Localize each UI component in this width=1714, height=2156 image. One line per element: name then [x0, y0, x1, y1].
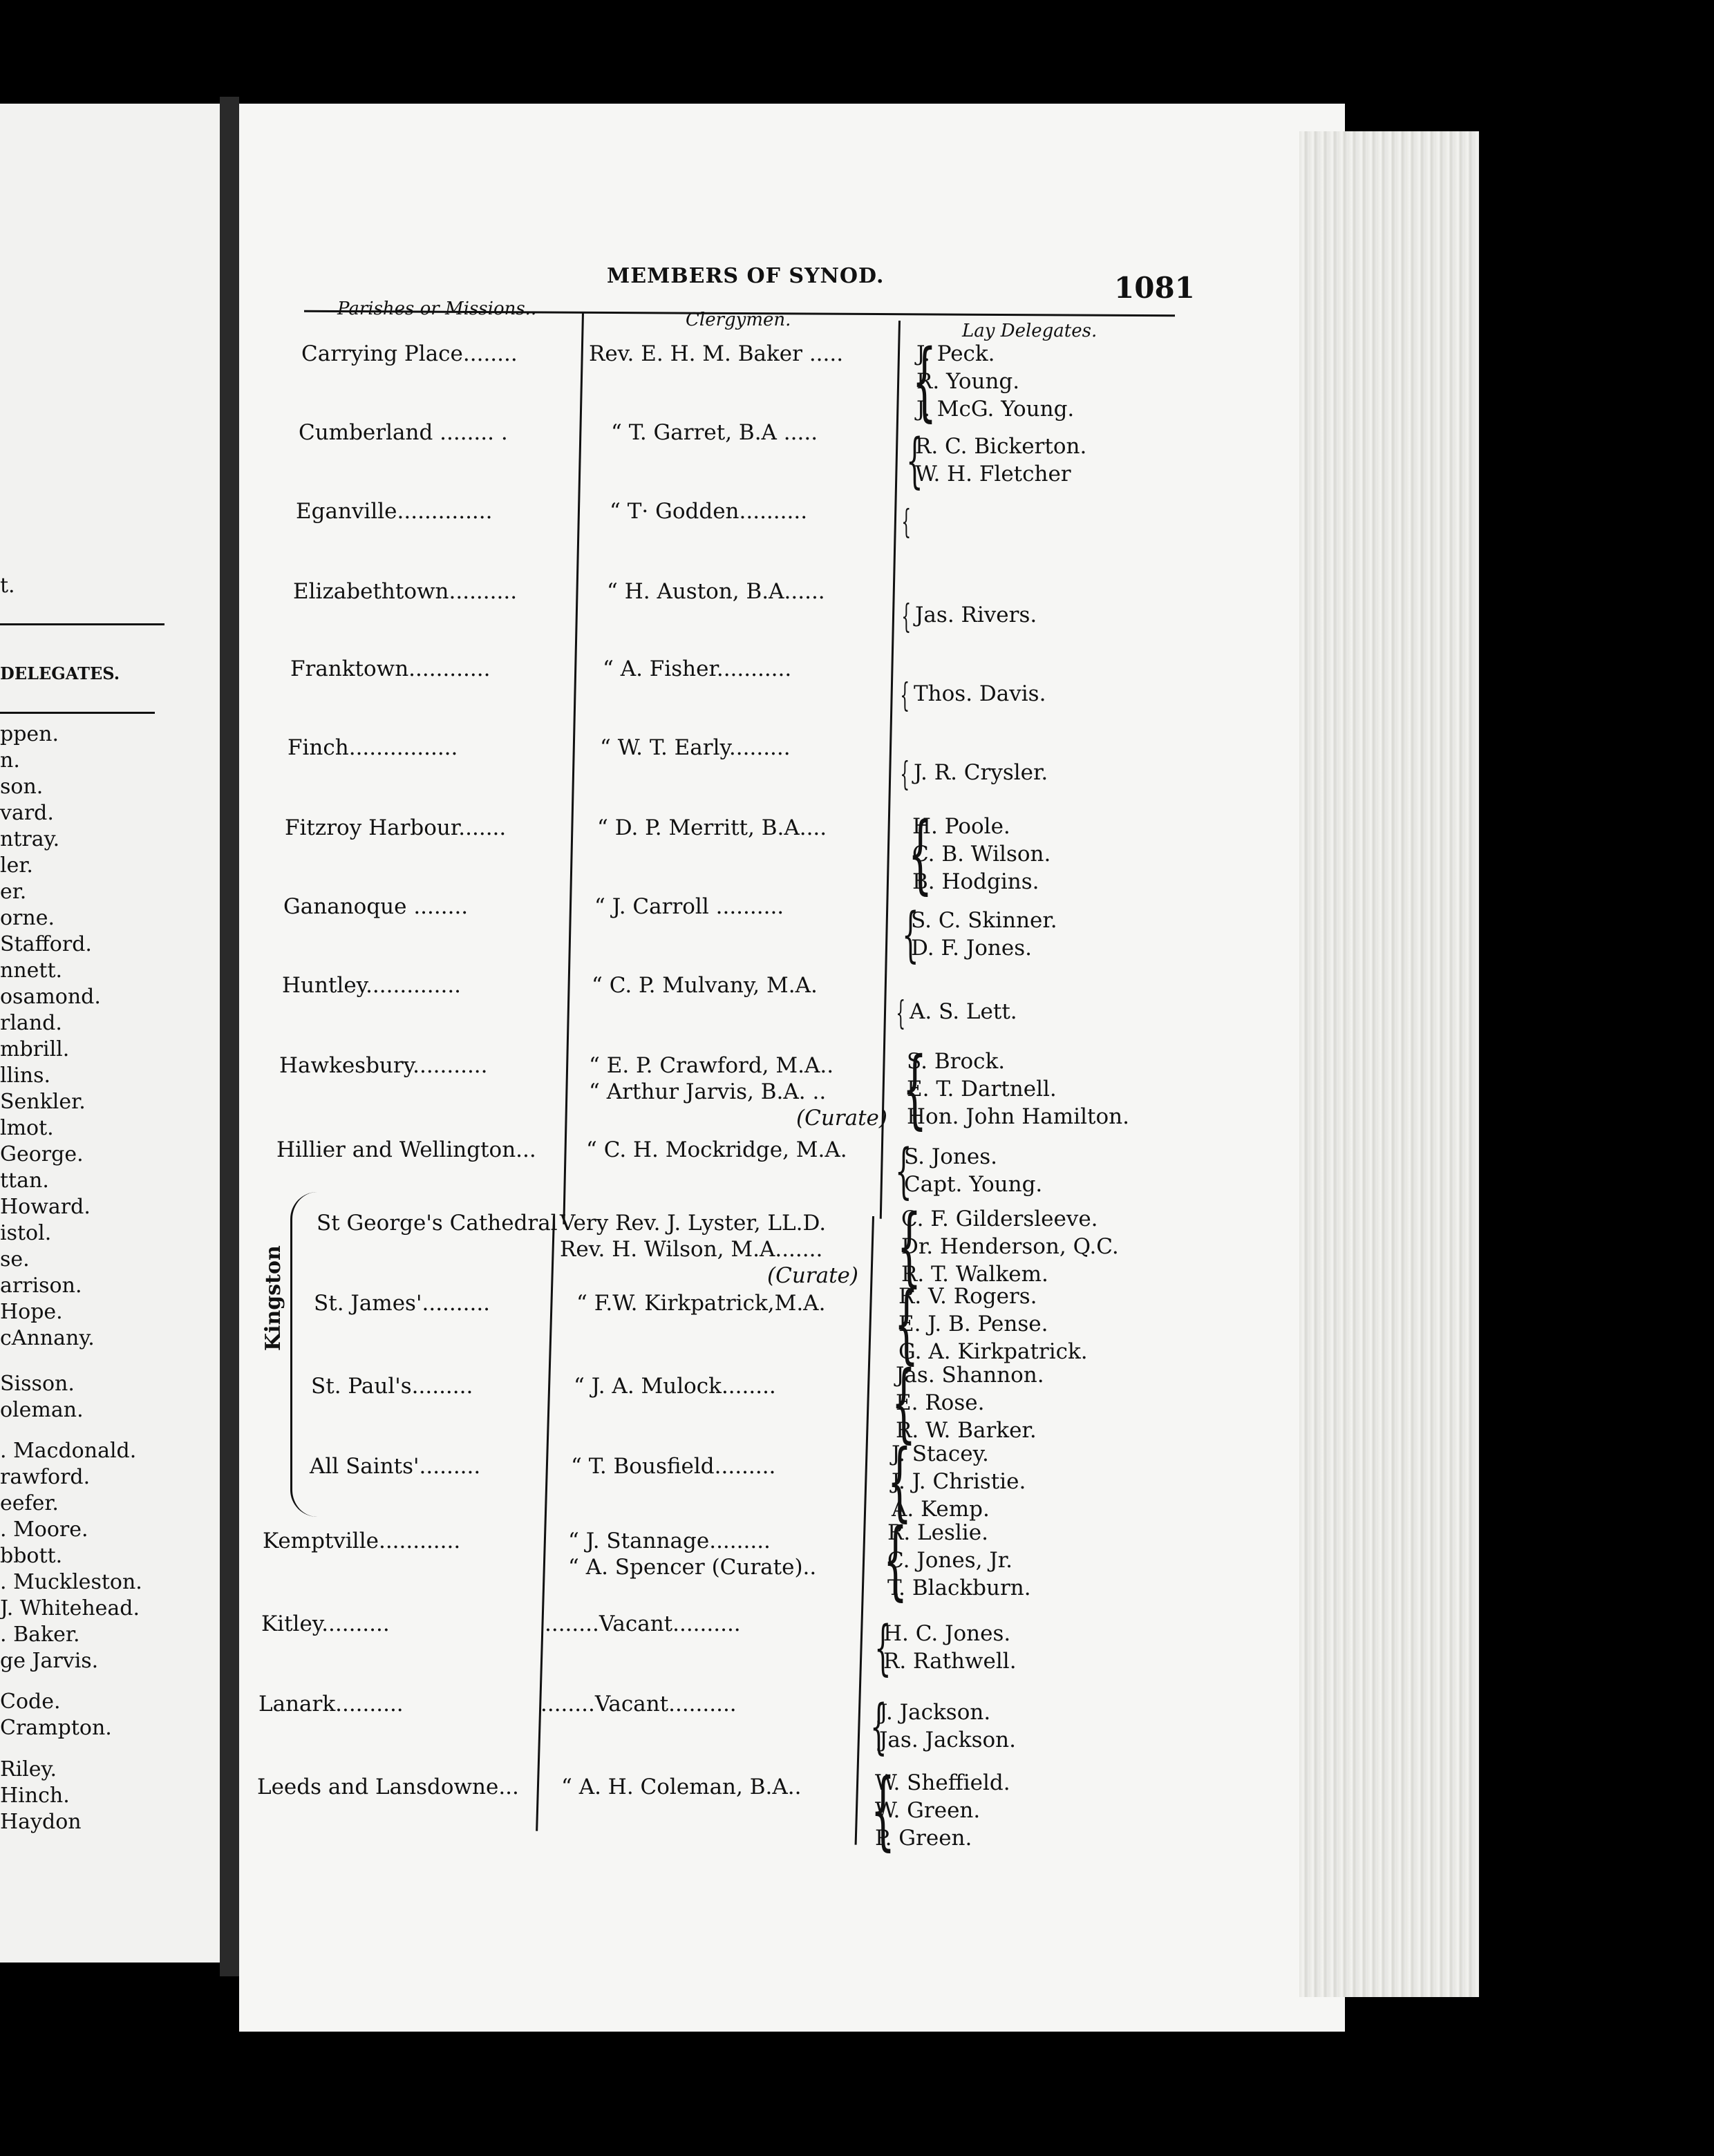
lay-delegate: A. S. Lett.	[910, 999, 1017, 1024]
clergyman: Rev. E. H. M. Baker .....	[589, 341, 844, 366]
parish-name: Huntley..............	[282, 973, 462, 998]
parish-name: Hawkesbury...........	[279, 1053, 488, 1078]
column-header-parishes: Parishes or Missions..	[337, 299, 537, 319]
lay-delegate: D. F. Jones.	[911, 936, 1033, 961]
lay-delegate: J. McG. Young.	[916, 397, 1075, 422]
left-fragment: Senkler.	[0, 1090, 86, 1114]
page-title: MEMBERS OF SYNOD.	[607, 264, 885, 288]
lay-delegate: C. B. Wilson.	[912, 842, 1051, 867]
parish-name: Franktown............	[290, 656, 491, 681]
left-fragment: ttan.	[0, 1169, 49, 1193]
parish-name: Hillier and Wellington...	[276, 1137, 536, 1162]
left-fragment: . Muckleston.	[0, 1570, 142, 1594]
lay-delegate: Capt. Young.	[904, 1172, 1043, 1197]
parish-name: Elizabethtown..........	[293, 579, 518, 604]
left-fragment: DELEGATES.	[0, 663, 120, 683]
left-fragment: lmot.	[0, 1116, 54, 1140]
clergyman: “ C. H. Mockridge, M.A.	[586, 1137, 847, 1162]
parish-name: St George's Cathedral	[317, 1211, 558, 1236]
parish-name: Leeds and Lansdowne...	[257, 1775, 519, 1799]
lay-brace: {	[896, 1197, 922, 1296]
clergyman: “ Arthur Jarvis, B.A. ..	[589, 1079, 827, 1104]
lay-delegate: H. Poole.	[912, 814, 1010, 839]
clergyman: “ A. H. Coleman, B.A..	[561, 1775, 802, 1799]
left-fragment: arrison.	[0, 1274, 82, 1298]
lay-delegate: W. Green.	[875, 1798, 981, 1823]
lay-delegate: S. C. Skinner.	[911, 908, 1057, 933]
parish-name: Kemptville............	[263, 1529, 461, 1553]
lay-delegate: T. Blackburn.	[887, 1576, 1031, 1600]
clergyman: “ J. Stannage.........	[568, 1529, 771, 1553]
left-fragment: t.	[0, 574, 15, 598]
clergyman: Rev. H. Wilson, M.A.......	[560, 1237, 823, 1262]
left-fragment: . Macdonald.	[0, 1439, 137, 1463]
left-fragment: rland.	[0, 1011, 62, 1035]
lay-delegate: E. T. Dartnell.	[907, 1077, 1057, 1101]
lay-brace: {	[874, 1614, 892, 1683]
clergyman: ........Vacant..........	[545, 1611, 741, 1636]
lay-brace: {	[902, 1039, 927, 1139]
lay-delegate: B. Hodgins.	[912, 869, 1039, 894]
lay-delegate: R. V. Rogers.	[898, 1284, 1037, 1309]
left-fragment: istol.	[0, 1221, 52, 1245]
lay-brace: {	[895, 1137, 912, 1206]
left-fragment: Stafford.	[0, 932, 92, 956]
left-fragment: ntray.	[0, 827, 60, 851]
lay-brace: {	[902, 900, 919, 970]
lay-brace: {	[870, 1692, 887, 1761]
lay-delegate: R. W. Barker.	[896, 1418, 1037, 1443]
left-fragment: rawford.	[0, 1465, 91, 1489]
clergyman: “ T· Godden..........	[610, 499, 808, 524]
lay-brace: {	[887, 1432, 912, 1531]
clergyman: “ T. Garret, B.A .....	[611, 420, 818, 445]
clergyman: “ H. Auston, B.A......	[607, 579, 825, 604]
kingston-label: Kingston	[261, 1245, 285, 1351]
left-fragment: son.	[0, 775, 44, 799]
parish-name: Fitzroy Harbour.......	[285, 815, 507, 840]
left-fragment: Haydon	[0, 1810, 82, 1834]
lay-brace: {	[900, 676, 910, 715]
left-fragment: Howard.	[0, 1195, 91, 1219]
lay-delegate: J. Jackson.	[879, 1700, 991, 1725]
clergyman: “ A. Fisher...........	[603, 656, 792, 681]
parish-name: Eganville..............	[296, 499, 493, 524]
lay-delegate: C. Jones, Jr.	[887, 1548, 1013, 1573]
book-spine	[220, 97, 239, 1976]
lay-delegate: H. C. Jones.	[883, 1621, 1011, 1646]
lay-delegate: Dr. Henderson, Q.C.	[901, 1234, 1119, 1259]
parish-name: St. Paul's.........	[311, 1374, 473, 1399]
clergyman: “ E. P. Crawford, M.A..	[589, 1053, 834, 1078]
lay-delegate: Jas. Rivers.	[915, 603, 1037, 627]
left-fragment: llins.	[0, 1063, 51, 1088]
lay-delegate: E. Rose.	[896, 1390, 985, 1415]
left-fragment: J. Whitehead.	[0, 1596, 140, 1620]
left-fragment: bbott.	[0, 1544, 63, 1568]
lay-brace: {	[900, 755, 910, 793]
left-fragment: ge Jarvis.	[0, 1649, 99, 1673]
left-rule-bottom	[0, 712, 155, 714]
left-fragment: Crampton.	[0, 1716, 112, 1740]
parish-name: Cumberland ........ .	[299, 420, 508, 445]
lay-delegate: E. J. B. Pense.	[898, 1312, 1048, 1336]
lay-delegate: J. Peck.	[916, 341, 995, 366]
clergyman: ........Vacant..........	[540, 1692, 737, 1717]
lay-delegate: J. J. Christie.	[892, 1469, 1026, 1494]
lay-delegate: C. F. Gildersleeve.	[901, 1207, 1098, 1231]
lay-delegate: W. Sheffield.	[875, 1770, 1010, 1795]
left-fragment: osamond.	[0, 985, 101, 1009]
parish-name: St. James'..........	[314, 1291, 491, 1316]
left-fragment: er.	[0, 880, 27, 904]
lay-delegate: R. T. Walkem.	[901, 1262, 1048, 1287]
left-rule-top	[0, 623, 164, 625]
lay-brace: {	[894, 1274, 919, 1374]
left-fragment: nnett.	[0, 958, 63, 983]
lay-delegate: S. Brock.	[907, 1049, 1006, 1074]
left-fragment: Hope.	[0, 1300, 63, 1324]
parish-name: Finch................	[288, 735, 458, 760]
lay-delegate: Jas. Shannon.	[896, 1363, 1044, 1388]
lay-brace: {	[870, 1761, 896, 1860]
lay-delegate: Jas. Jackson.	[879, 1728, 1016, 1752]
parish-name: All Saints'.........	[310, 1454, 481, 1479]
clergyman: Very Rev. J. Lyster, LL.D.	[560, 1211, 827, 1236]
lay-delegate: J. Stacey.	[892, 1441, 989, 1466]
lay-brace: {	[912, 332, 937, 431]
clergyman: “ C. P. Mulvany, M.A.	[592, 973, 818, 998]
lay-delegate: R. Leslie.	[887, 1520, 988, 1545]
page-edges	[1299, 131, 1479, 1997]
lay-delegate: Hon. John Hamilton.	[907, 1104, 1129, 1129]
lay-brace: {	[901, 502, 912, 541]
left-fragment: eefer.	[0, 1491, 59, 1515]
clergyman: “ T. Bousfield.........	[571, 1454, 776, 1479]
left-fragment: . Moore.	[0, 1517, 88, 1542]
lay-brace: {	[901, 597, 912, 636]
clergyman: “ F.W. Kirkpatrick,M.A.	[576, 1291, 826, 1316]
left-fragment: Hinch.	[0, 1784, 70, 1808]
lay-brace: {	[883, 1511, 908, 1610]
parish-name: Gananoque ........	[283, 894, 469, 919]
left-fragment: orne.	[0, 906, 55, 930]
clergyman: “ J. A. Mulock........	[574, 1374, 776, 1399]
left-fragment: ppen.	[0, 722, 59, 746]
lay-delegate: A. Kemp.	[892, 1497, 990, 1522]
left-fragment: ler.	[0, 853, 33, 878]
lay-delegate: P. Green.	[875, 1826, 972, 1851]
lay-brace: {	[896, 994, 906, 1032]
left-fragment: n.	[0, 748, 20, 773]
left-fragment: mbrill.	[0, 1037, 70, 1061]
left-fragment: Code.	[0, 1690, 61, 1714]
left-fragment: oleman.	[0, 1398, 84, 1422]
clergyman: “ J. Carroll ..........	[594, 894, 784, 919]
parish-name: Kitley..........	[261, 1611, 390, 1636]
left-fragment: Riley.	[0, 1757, 57, 1781]
column-header-lay: Lay Delegates.	[962, 321, 1098, 341]
column-header-clergy: Clergymen.	[686, 310, 791, 330]
lay-delegate: R. Young.	[916, 369, 1020, 394]
parish-name: Carrying Place........	[301, 341, 518, 366]
curate-note: (Curate)	[796, 1106, 887, 1131]
page-number: 1081	[1114, 271, 1195, 305]
left-fragment: vard.	[0, 801, 54, 825]
clergyman: “ A. Spencer (Curate)..	[568, 1555, 817, 1580]
lay-brace: {	[906, 426, 923, 495]
lay-delegate: R. C. Bickerton.	[915, 434, 1087, 459]
lay-delegate: W. H. Fletcher	[915, 462, 1071, 486]
lay-delegate: G. A. Kirkpatrick.	[898, 1339, 1088, 1364]
lay-delegate: J. R. Crysler.	[914, 760, 1048, 785]
left-fragment: se.	[0, 1247, 30, 1271]
lay-brace: {	[891, 1353, 916, 1453]
lay-delegate: Thos. Davis.	[914, 681, 1046, 706]
lay-delegate: R. Rathwell.	[883, 1649, 1017, 1674]
left-fragment: George.	[0, 1142, 84, 1166]
clergyman: “ W. T. Early.........	[600, 735, 791, 760]
lay-delegate: S. Jones.	[904, 1144, 998, 1169]
left-fragment: . Baker.	[0, 1623, 80, 1647]
left-fragment: cAnnany.	[0, 1326, 95, 1350]
lay-brace: {	[907, 804, 933, 904]
clergyman: “ D. P. Merritt, B.A....	[597, 815, 827, 840]
left-fragment: Sisson.	[0, 1372, 75, 1396]
curate-note: (Curate)	[767, 1263, 858, 1288]
parish-name: Lanark..........	[258, 1692, 404, 1717]
